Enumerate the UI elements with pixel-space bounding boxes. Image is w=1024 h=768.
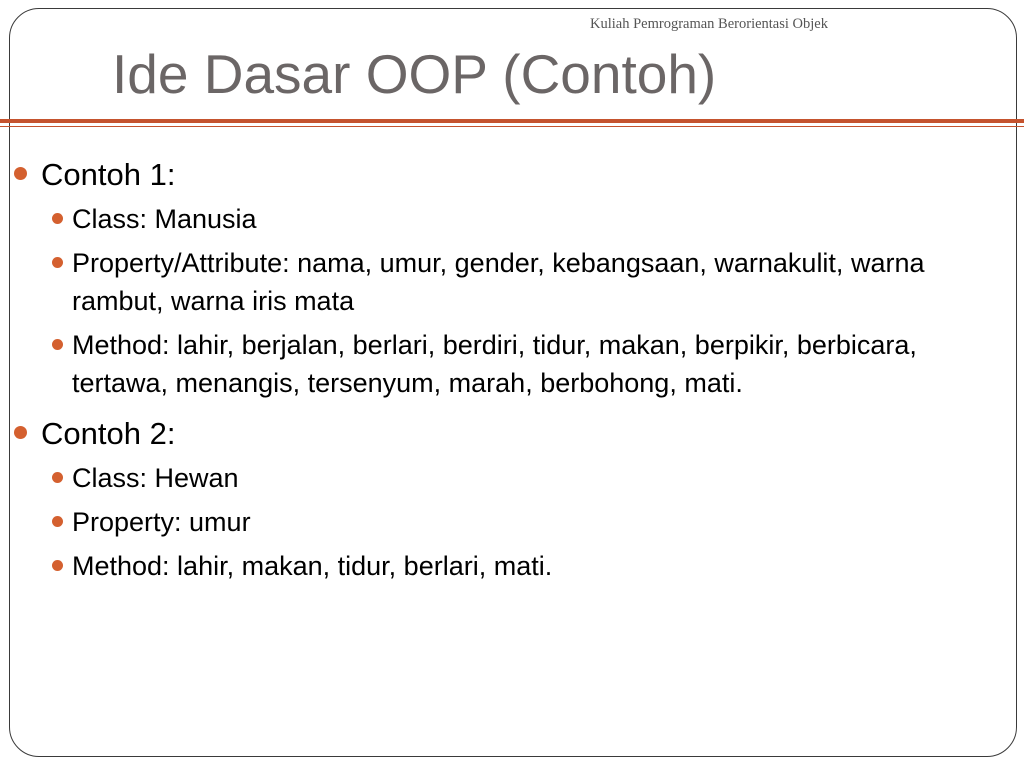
bullet-dot-icon	[14, 426, 27, 439]
bullet-dot-icon	[52, 213, 63, 224]
course-note: Kuliah Pemrograman Berorientasi Objek	[590, 16, 828, 32]
bullet-dot-icon	[52, 339, 63, 350]
title-divider-thick	[0, 119, 1024, 123]
slide-title: Ide Dasar OOP (Contoh)	[112, 43, 717, 105]
sub-bullet-list	[14, 459, 1014, 585]
bullet-dot-icon	[52, 560, 63, 571]
bullet-dot-icon	[52, 257, 63, 268]
bullet-level2	[14, 459, 1014, 497]
slide-content	[14, 153, 1014, 595]
bullet-level1	[14, 153, 1014, 197]
bullet-dot-icon	[52, 472, 63, 483]
group-heading: Contoh 1:	[41, 157, 176, 192]
bullet-text: Property: umur	[72, 507, 251, 537]
sub-bullet-list	[14, 200, 1014, 402]
bullet-dot-icon	[52, 516, 63, 527]
bullet-level2	[14, 200, 1014, 238]
bullet-level2	[14, 503, 1014, 541]
bullet-text: Method: lahir, makan, tidur, berlari, mati.	[72, 551, 553, 581]
bullet-dot-icon	[14, 167, 27, 180]
bullet-text: Class: Hewan	[72, 463, 239, 493]
bullet-text: Method: lahir, berjalan, berlari, berdiri, tidur, makan, berpikir, berbicara, tertawa, menangis, tersenyum, marah, berbohong, mati.	[72, 330, 917, 398]
bullet-text: Class: Manusia	[72, 204, 257, 234]
title-divider-thin	[0, 126, 1024, 127]
bullet-text: Property/Attribute: nama, umur, gender, kebangsaan, warnakulit, warna rambut, warna iris mata	[72, 248, 925, 316]
bullet-level1	[14, 412, 1014, 456]
bullet-level2	[14, 547, 1014, 585]
bullet-level2	[14, 326, 1014, 402]
group-heading: Contoh 2:	[41, 416, 176, 451]
bullet-level2	[14, 244, 1014, 320]
